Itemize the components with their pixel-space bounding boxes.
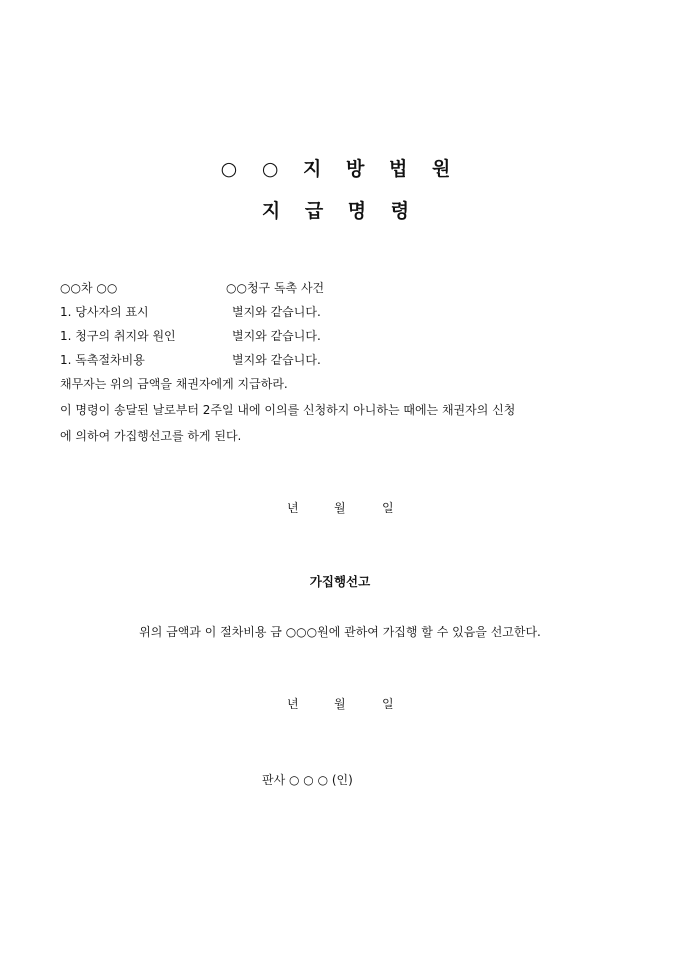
date-day-2: 일 [382,697,394,711]
item-value-parties: 별지와 같습니다. [232,305,321,319]
date-month-2: 월 [334,697,346,711]
item-value-costs: 별지와 같습니다. [232,353,321,367]
item-label-costs: 1. 독촉절차비용 [60,353,145,367]
provisional-heading: 가집행선고 [309,574,371,589]
item-label-claim: 1. 청구의 취지와 원인 [60,329,176,343]
case-number: ○○차 ○○ [60,281,118,295]
date-year-2: 년 [287,697,299,711]
date-day-1: 일 [382,501,394,515]
item-label-parties: 1. 당사자의 표시 [60,305,149,319]
court-name: ○ ○ 지 방 법 원 [220,158,460,180]
date-year-1: 년 [287,501,299,515]
case-name: ○○청구 독촉 사건 [226,281,325,295]
item-value-claim: 별지와 같습니다. [232,329,321,343]
notice-line-1: 이 명령이 송달된 날로부터 2주일 내에 이의를 신청하지 아니하는 때에는 채권자의 신청 [60,403,516,417]
notice-line-2: 에 의하여 가집행선고를 하게 된다. [60,429,242,443]
provisional-text: 위의 금액과 이 절차비용 금 ○○○원에 관하여 가집행 할 수 있음을 선고한다. [139,625,541,639]
date-month-1: 월 [334,501,346,515]
judge-signature: 판사 ○ ○ ○ (인) [262,773,353,787]
payment-order-text: 채무자는 위의 금액을 채권자에게 지급하라. [60,377,288,391]
document-title: 지 급 명 령 [261,200,419,222]
